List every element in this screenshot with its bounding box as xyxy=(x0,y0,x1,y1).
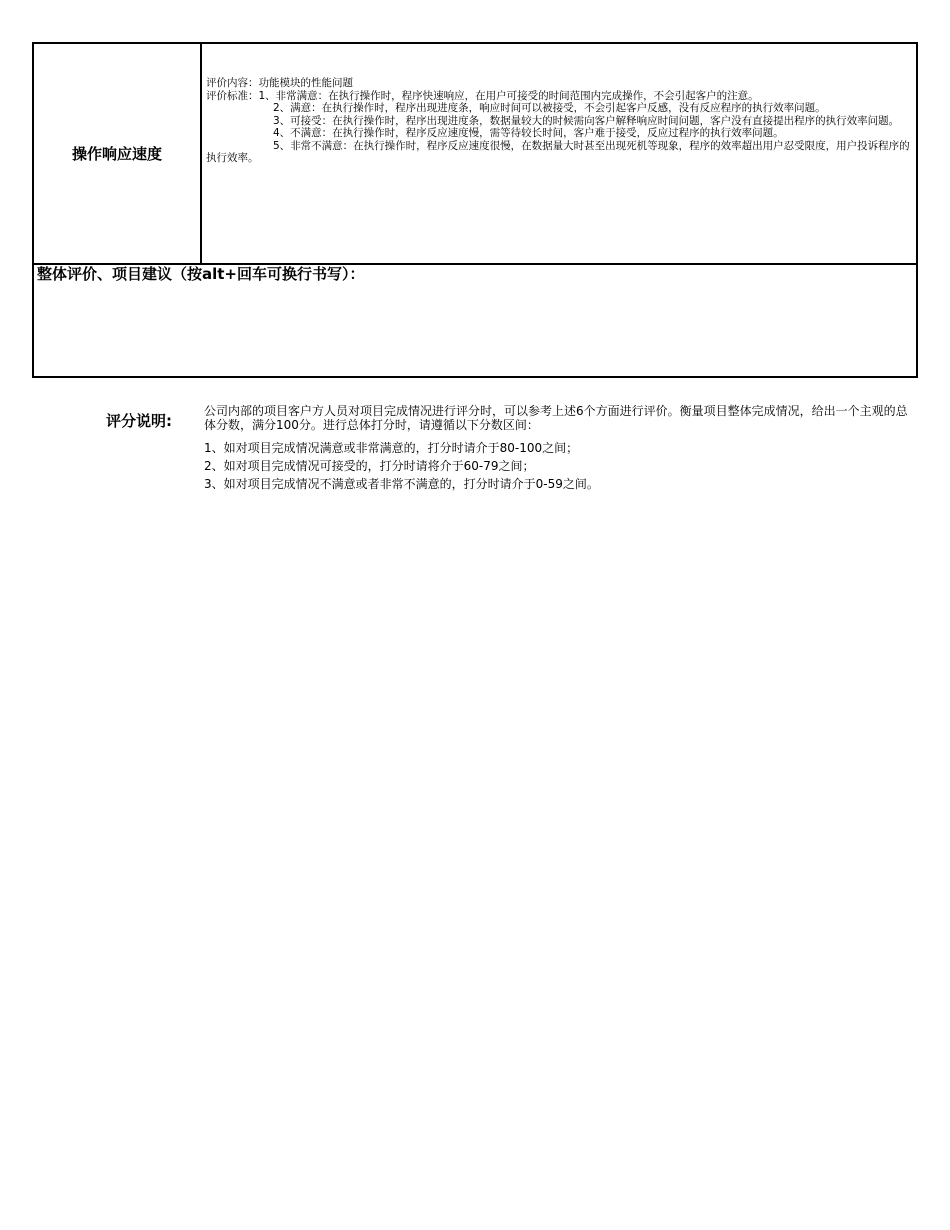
evaluation-table xyxy=(32,42,918,378)
standard-unsatisfied: 4、不满意：在执行操作时，程序反应速度慢，需等待较长时间，客户难于接受，反应过程序的执行效率问题。 xyxy=(273,127,784,139)
criterion-description xyxy=(206,77,912,165)
scoring-rule-satisfied: 1、如对项目完成情况满意或非常满意的，打分时请介于80-100之间； xyxy=(204,441,579,455)
criterion-label: 操作响应速度 xyxy=(34,44,202,263)
standard-very-unsatisfied: 5、非常不满意：在执行操作时，程序反应速度很慢，在数据量大时甚至出现死机等现象，程序的效率超出用户忍受限度，用户投诉程序的执行效率。 xyxy=(206,139,910,164)
overall-evaluation-row xyxy=(34,265,916,376)
overall-evaluation-input[interactable] xyxy=(37,287,911,371)
scoring-rule-unsatisfied: 3、如对项目完成情况不满意或者非常不满意的，打分时请介于0-59之间。 xyxy=(204,477,599,491)
overall-evaluation-title: 整体评价、项目建议（按alt+回车可换行书写）： xyxy=(37,265,365,283)
response-speed-row xyxy=(34,44,916,265)
scoring-label: 评分说明: xyxy=(106,412,172,430)
scoring-instructions xyxy=(204,404,916,494)
standard-very-satisfied: 评价标准：1、非常满意：在执行操作时，程序快速响应，在用户可接受的时间范围内完成操作，不会引起客户的注意。 xyxy=(206,89,759,102)
scoring-intro: 公司内部的项目客户方人员对项目完成情况进行评分时，可以参考上述6个方面进行评价。衡量项目整体完成情况，给出一个主观的总体分数，满分100分。进行总体打分时，请遵循以下分数区间： xyxy=(204,404,908,432)
scoring-rule-acceptable: 2、如对项目完成情况可接受的，打分时请将介于60-79之间； xyxy=(204,459,535,473)
standard-acceptable: 3、可接受：在执行操作时，程序出现进度条，数据量较大的时候需向客户解释响应时间问题，客户没有直接提出程序的执行效率问题。 xyxy=(273,114,900,127)
evaluation-content: 评价内容：功能模块的性能问题 xyxy=(206,77,353,89)
standard-satisfied: 2、满意：在执行操作时，程序出现进度条，响应时间可以被接受，不会引起客户反感，没有反应程序的执行效率问题。 xyxy=(273,102,826,114)
